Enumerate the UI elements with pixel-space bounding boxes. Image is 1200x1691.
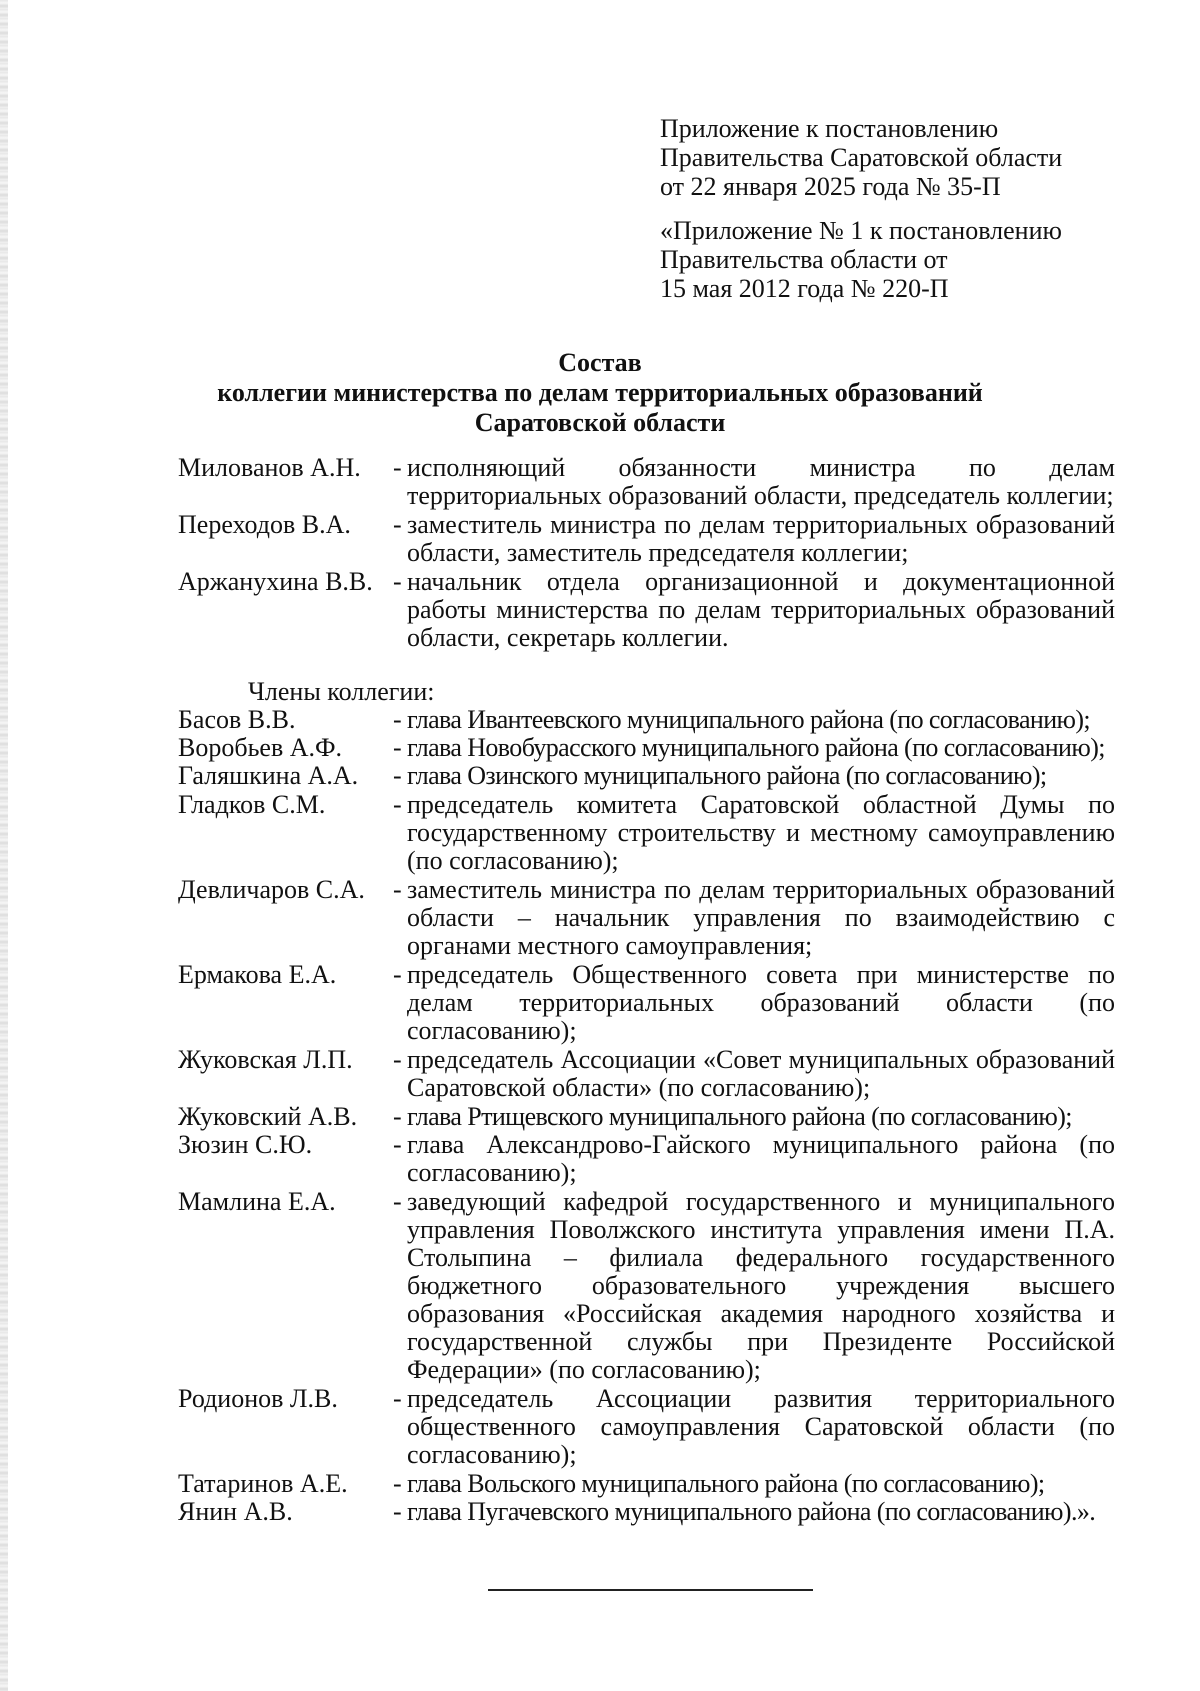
member-role: глава Ртищевского муниципального района (по согласованию); <box>407 1102 1072 1131</box>
dash: - <box>393 1045 402 1074</box>
member-name: Татаринов А.Е. <box>178 1469 348 1498</box>
member-row <box>178 734 1115 762</box>
dash: - <box>393 875 402 904</box>
member-row <box>178 1385 1115 1469</box>
dash: - <box>393 1102 402 1131</box>
member-row <box>178 1103 1115 1131</box>
appendix-original-line: 15 мая 2012 года № 220-П <box>660 274 949 303</box>
dash: - <box>393 1469 402 1498</box>
appendix-header-line: Правительства Саратовской области <box>660 143 1063 172</box>
appendix-original-line: Правительства области от <box>660 245 948 274</box>
dash: - <box>393 960 402 989</box>
member-name: Ермакова Е.А. <box>178 960 337 989</box>
member-row <box>178 1188 1115 1384</box>
member-role: заведующий кафедрой государственного и муниципального управления Поволжского института управления имени П.А. Столыпина – филиала федерального государственного бюджетного образовательного учреждения высшего образования «Российская академия народного хозяйства и государственной службы при Президенте Российской Федерации» (по согласованию); <box>407 1187 1115 1384</box>
member-role: исполняющий обязанности министра по делам территориальных образований области, председатель коллегии; <box>407 453 1115 510</box>
member-name: Галяшкина А.А. <box>178 761 359 790</box>
appendix-header-line: Приложение к постановлению <box>660 114 999 143</box>
member-role: заместитель министра по делам территориальных образований области – начальник управления по взаимодействию с органами местного самоуправления; <box>407 875 1115 960</box>
member-role: глава Вольского муниципального района (по согласованию); <box>407 1469 1045 1498</box>
member-role: глава Александрово-Гайского муниципального района (по согласованию); <box>407 1130 1115 1187</box>
leadership-row <box>178 568 1115 652</box>
member-name: Воробьев А.Ф. <box>178 733 343 762</box>
title-line-1: Состав <box>558 348 642 377</box>
member-role: глава Пугачевского муниципального района (по согласованию).». <box>407 1497 1096 1526</box>
member-name: Милованов А.Н. <box>178 453 361 482</box>
dash: - <box>393 453 402 482</box>
dash: - <box>393 1384 402 1413</box>
dash: - <box>393 567 402 596</box>
member-role: глава Новобурасского муниципального района (по согласованию); <box>407 733 1105 762</box>
appendix-original-line: «Приложение № 1 к постановлению <box>660 216 1062 245</box>
dash: - <box>393 1130 402 1159</box>
member-name: Родионов Л.В. <box>178 1384 338 1413</box>
member-name: Жуковская Л.П. <box>178 1045 353 1074</box>
title-line-2: коллегии министерства по делам территориальных образований <box>217 378 983 407</box>
member-name: Басов В.В. <box>178 705 296 734</box>
appendix-header-line: от 22 января 2025 года № 35-П <box>660 172 1001 201</box>
member-name: Гладков С.М. <box>178 790 326 819</box>
dash: - <box>393 705 402 734</box>
member-name: Жуковский А.В. <box>178 1102 358 1131</box>
members-label: Члены коллегии: <box>248 677 435 706</box>
leadership-row <box>178 454 1115 510</box>
leadership-row <box>178 511 1115 567</box>
member-row <box>178 791 1115 875</box>
dash: - <box>393 1187 402 1216</box>
member-role: заместитель министра по делам территориальных образований области, заместитель председателя коллегии; <box>407 510 1115 567</box>
member-name: Девличаров С.А. <box>178 875 365 904</box>
title-line-3: Саратовской области <box>474 408 726 437</box>
member-row <box>178 762 1115 790</box>
member-role: начальник отдела организационной и документационной работы министерства по делам территориальных образований области, секретарь коллегии. <box>407 567 1115 652</box>
scan-edge-artifact <box>0 0 8 1691</box>
member-row <box>178 706 1115 734</box>
end-of-document-rule <box>488 1589 813 1591</box>
dash: - <box>393 790 402 819</box>
member-row <box>178 1046 1115 1102</box>
member-row <box>178 1498 1115 1526</box>
appendix-original-reference <box>660 216 1062 303</box>
member-role: председатель Ассоциации «Совет муниципальных образований Саратовской области» (по согласованию); <box>407 1045 1115 1102</box>
member-name: Переходов В.А. <box>178 510 351 539</box>
dash: - <box>393 510 402 539</box>
member-role: глава Ивантеевского муниципального района (по согласованию); <box>407 705 1091 734</box>
member-name: Янин А.В. <box>178 1497 293 1526</box>
dash: - <box>393 761 402 790</box>
member-row <box>178 1470 1115 1498</box>
member-role: председатель Ассоциации развития территориального общественного самоуправления Саратовской области (по согласованию); <box>407 1384 1115 1469</box>
member-row <box>178 1131 1115 1187</box>
member-row <box>178 961 1115 1045</box>
dash: - <box>393 1497 402 1526</box>
collegium-roster <box>178 454 1115 1526</box>
member-role: председатель Общественного совета при министерстве по делам территориальных образований области (по согласованию); <box>407 960 1115 1045</box>
dash: - <box>393 733 402 762</box>
member-role: председатель комитета Саратовской областной Думы по государственному строительству и местному самоуправлению (по согласованию); <box>407 790 1115 875</box>
member-name: Мамлина Е.А. <box>178 1187 336 1216</box>
member-name: Аржанухина В.В. <box>178 567 373 596</box>
member-role: глава Озинского муниципального района (по согласованию); <box>407 761 1047 790</box>
member-name: Зюзин С.Ю. <box>178 1130 313 1159</box>
appendix-header <box>660 114 1062 201</box>
member-row <box>178 876 1115 960</box>
document-title <box>100 348 1100 438</box>
